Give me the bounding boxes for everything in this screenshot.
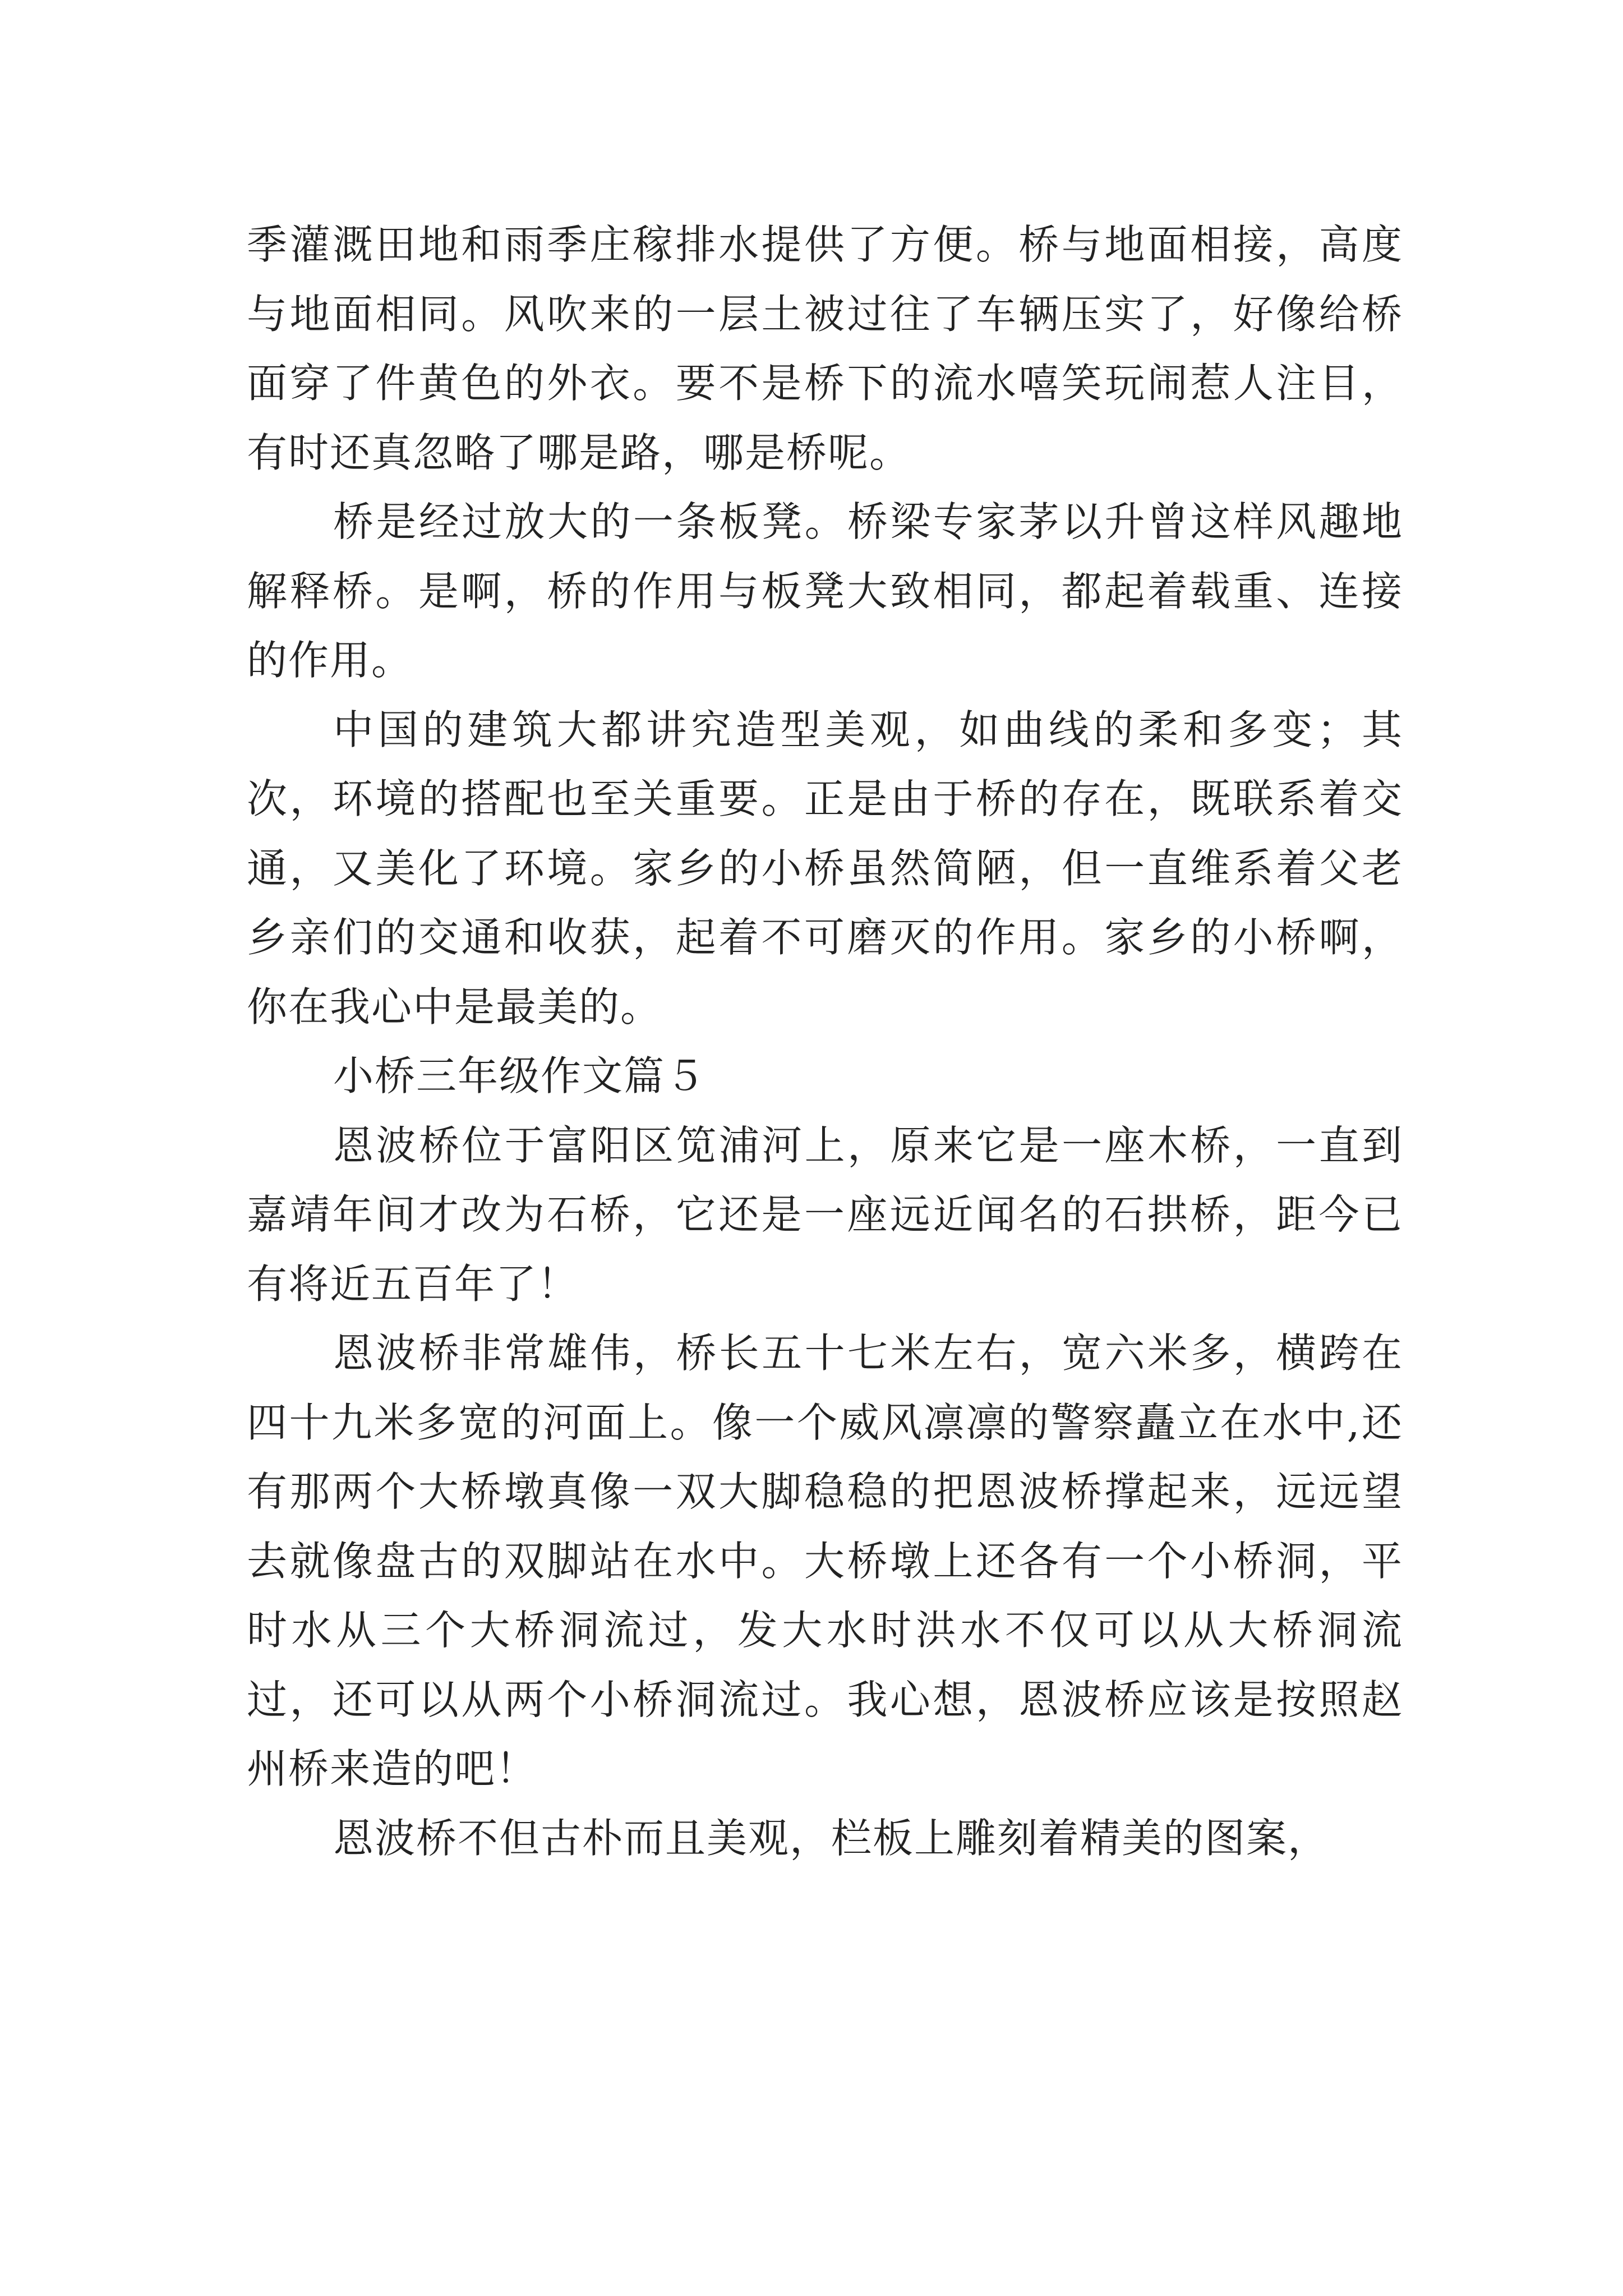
paragraph-enbo-bridge-beauty: 恩波桥不但古朴而且美观，栏板上雕刻着精美的图案， [333, 1814, 1330, 1862]
paragraph-enbo-bridge-history: 恩波桥位于富阳区笕浦河上，原来它是一座木桥，一直到嘉靖年间才改为石桥，它还是一座远近闻名的石拱桥，距今已有将近五百年了！ [247, 1121, 1403, 1308]
section-heading: 小桥三年级作文篇５ [333, 1052, 707, 1099]
document-body [247, 210, 1403, 1873]
paragraph-architecture: 中国的建筑大都讲究造型美观，如曲线的柔和多变；其次，环境的搭配也至关重要。正是由于桥的存在，既联系着交通，又美化了环境。家乡的小桥虽然简陋，但一直维系着父老乡亲们的交通和收获，起着不可磨灭的作用。家乡的小桥啊，你在我心中是最美的。 [247, 706, 1403, 1030]
paragraph-continuation: 季灌溉田地和雨季庄稼排水提供了方便。桥与地面相接，高度与地面相同。风吹来的一层土被过往了车辆压实了，好像给桥面穿了件黄色的外衣。要不是桥下的流水嘻笑玩闹惹人注目，有时还真忽略了哪是路，哪是桥呢。 [247, 221, 1403, 476]
paragraph-enbo-bridge-description: 恩波桥非常雄伟，桥长五十七米左右，宽六米多，横跨在四十九米多宽的河面上。像一个威风凛凛的警察矗立在水中,还有那两个大桥墩真像一双大脚稳稳的把恩波桥撑起来，远远望去就像盘古的双脚站在水中。大桥墩上还各有一个小桥洞，平时水从三个大桥洞流过，发大水时洪水不仅可以从大桥洞流过，还可以从两个小桥洞流过。我心想，恩波桥应该是按照赵州桥来造的吧！ [247, 1329, 1403, 1792]
paragraph-bench-analogy: 桥是经过放大的一条板凳。桥梁专家茅以升曾这样风趣地解释桥。是啊，桥的作用与板凳大致相同，都起着载重、连接的作用。 [247, 498, 1403, 684]
